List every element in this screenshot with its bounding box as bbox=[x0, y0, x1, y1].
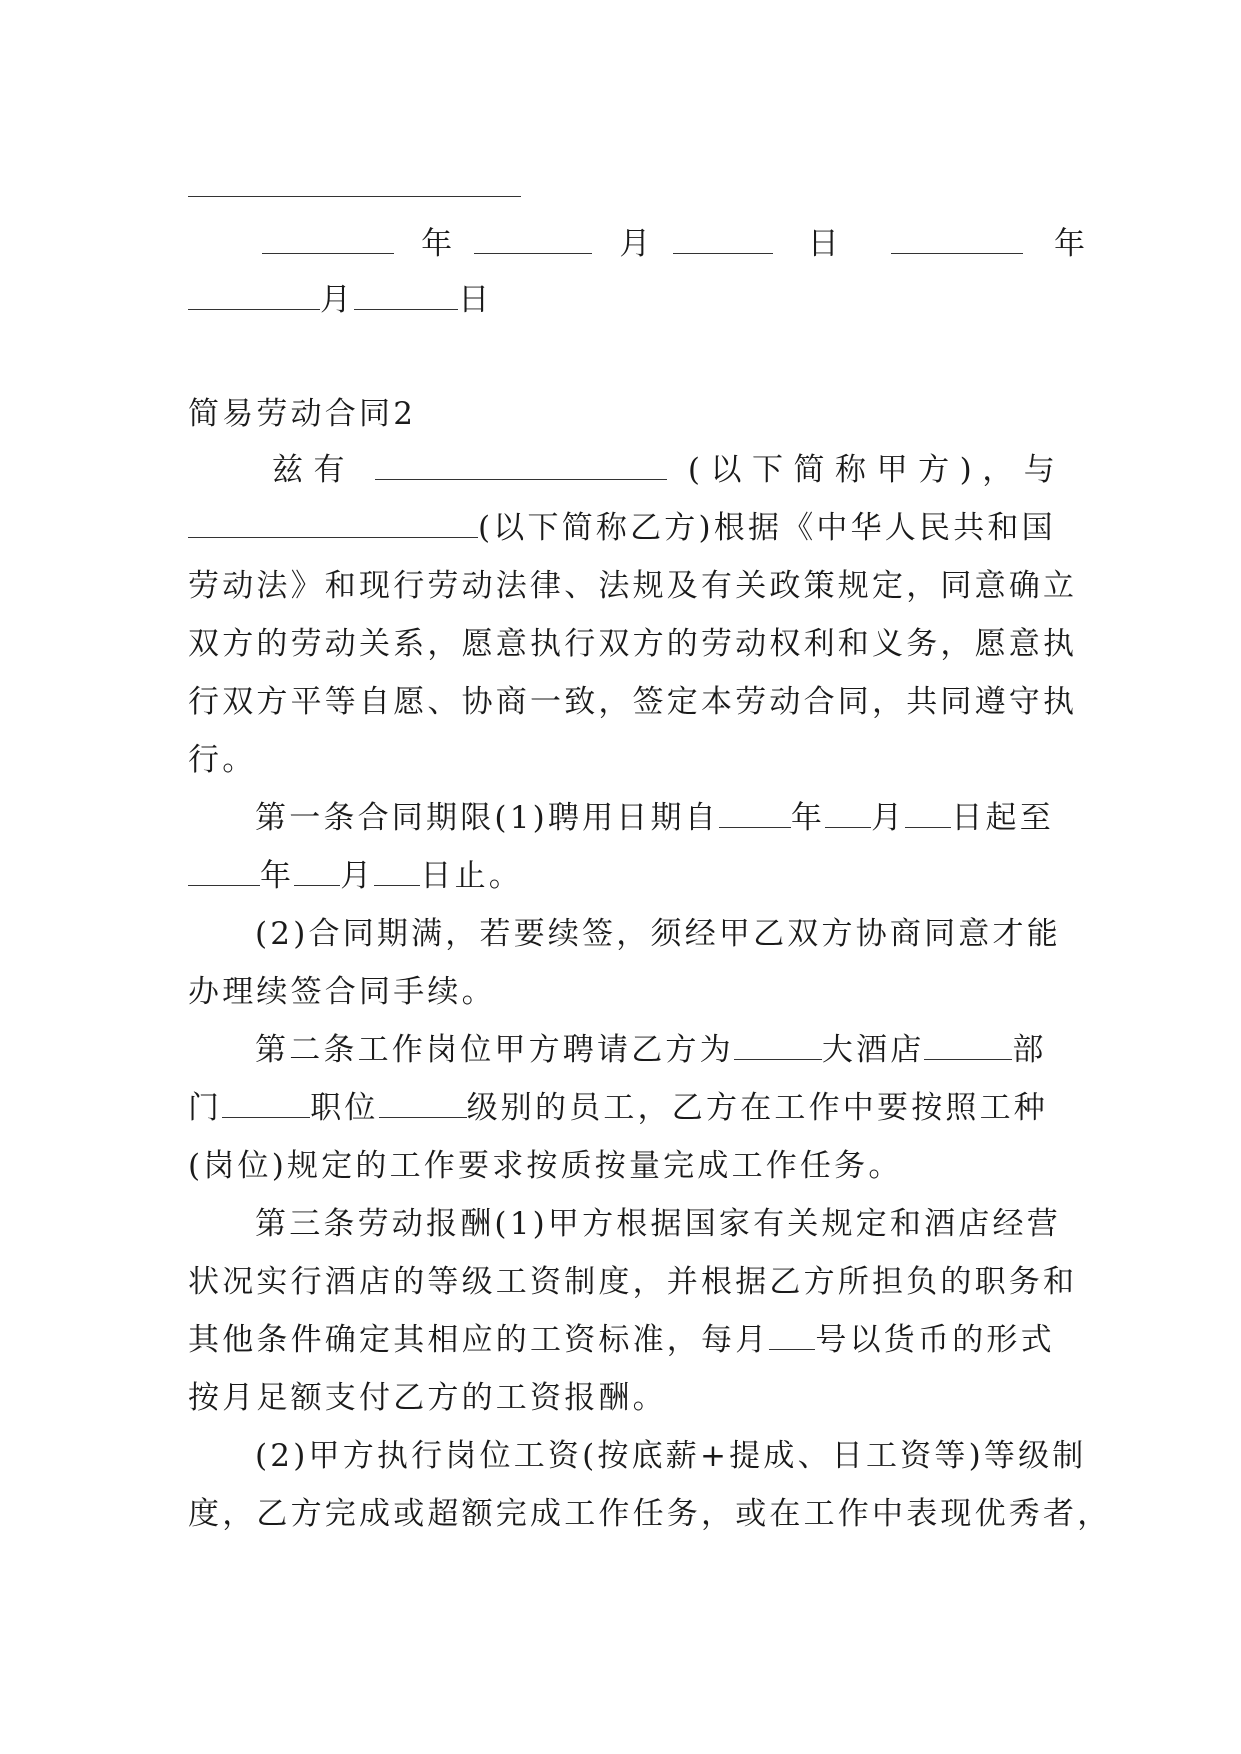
article-text: 职位 bbox=[310, 1090, 379, 1126]
article-1-2-line-2: 办理续签合同手续。 bbox=[188, 974, 496, 1010]
blank-field bbox=[188, 283, 320, 310]
article-text: 年 bbox=[790, 800, 826, 836]
intro-line-1 bbox=[272, 450, 1058, 490]
article-text: 级别的员工，乙方在工作中要按照工种 bbox=[466, 1090, 1049, 1126]
article-2-line-1 bbox=[255, 1030, 1058, 1070]
article-text: 第二条工作岗位甲方聘请乙方为 bbox=[255, 1032, 734, 1068]
year-label: 年 bbox=[1054, 226, 1089, 262]
blank-field bbox=[905, 801, 951, 828]
article-3-line-4: 按月足额支付乙方的工资报酬。 bbox=[188, 1380, 667, 1416]
article-text: 部 bbox=[1012, 1032, 1047, 1068]
day-label: 日 bbox=[458, 282, 493, 318]
blank-field bbox=[891, 227, 1023, 254]
year-label: 年 bbox=[421, 226, 456, 262]
blank-field bbox=[188, 859, 260, 886]
blank-field bbox=[222, 1091, 310, 1118]
article-1-line-1 bbox=[255, 798, 1058, 838]
intro-line-2 bbox=[188, 508, 1058, 548]
article-text: 年 bbox=[260, 858, 295, 894]
article-2-line-2 bbox=[188, 1088, 1058, 1128]
article-text: 门 bbox=[188, 1090, 223, 1126]
article-3-2-line-2: 度，乙方完成或超额完成工作任务，或在工作中表现优秀者， bbox=[188, 1496, 1112, 1532]
article-1-line-2 bbox=[188, 856, 1058, 896]
article-3-line-1: 第三条劳动报酬(1)甲方根据国家有关规定和酒店经营 bbox=[255, 1206, 1061, 1242]
blank-field bbox=[374, 859, 420, 886]
article-text: 月 bbox=[871, 800, 906, 836]
article-text: 其他条件确定其相应的工资标准，每月 bbox=[188, 1322, 770, 1358]
intro-text: (以下简称乙方)根据《中华人民共和国 bbox=[478, 510, 1056, 546]
blank-field bbox=[262, 227, 394, 254]
blank-field bbox=[719, 801, 791, 828]
day-label: 日 bbox=[807, 226, 842, 262]
contract-heading: 简易劳动合同2 bbox=[188, 396, 417, 432]
date-line-1 bbox=[262, 224, 1089, 264]
article-3-line-2: 状况实行酒店的等级工资制度，并根据乙方所担负的职务和 bbox=[188, 1264, 1078, 1300]
intro-text: (以下简称甲方)，与 bbox=[687, 452, 1058, 488]
blank-field bbox=[294, 859, 340, 886]
article-text: 日止。 bbox=[420, 858, 524, 894]
intro-line-5: 行双方平等自愿、协商一致，签定本劳动合同，共同遵守执 bbox=[188, 684, 1078, 720]
intro-line-3: 劳动法》和现行劳动法律、法规及有关政策规定，同意确立 bbox=[188, 568, 1078, 604]
blank-field bbox=[734, 1033, 822, 1060]
date-line-2 bbox=[188, 280, 1058, 320]
blank-field bbox=[924, 1033, 1012, 1060]
article-text: 第一条合同期限(1)聘用日期自 bbox=[255, 800, 719, 836]
article-3-line-3 bbox=[188, 1320, 1058, 1360]
article-3-2-line-1: (2)甲方执行岗位工资(按底薪+提成、日工资等)等级制 bbox=[255, 1438, 1087, 1474]
blank-field bbox=[474, 227, 592, 254]
blank-field bbox=[354, 283, 458, 310]
party-a-blank bbox=[375, 453, 667, 480]
article-text: 大酒店 bbox=[821, 1032, 925, 1068]
article-text: 月 bbox=[340, 858, 375, 894]
signature-rule bbox=[188, 196, 521, 197]
blank-field bbox=[825, 801, 871, 828]
article-text: 号以货币的形式 bbox=[815, 1322, 1055, 1358]
intro-line-4: 双方的劳动关系，愿意执行双方的劳动权利和义务，愿意执 bbox=[188, 626, 1078, 662]
month-label: 月 bbox=[320, 282, 355, 318]
article-1-2-line-1: (2)合同期满，若要续签，须经甲乙双方协商同意才能 bbox=[255, 916, 1061, 952]
intro-line-6: 行。 bbox=[188, 742, 257, 778]
party-b-blank bbox=[188, 511, 478, 538]
article-2-line-3: (岗位)规定的工作要求按质按量完成工作任务。 bbox=[188, 1148, 903, 1184]
blank-field bbox=[673, 227, 773, 254]
blank-field bbox=[769, 1323, 815, 1350]
article-text: 日起至 bbox=[951, 800, 1054, 836]
month-label: 月 bbox=[619, 226, 654, 262]
intro-text: 兹有 bbox=[272, 452, 356, 488]
blank-field bbox=[379, 1091, 467, 1118]
